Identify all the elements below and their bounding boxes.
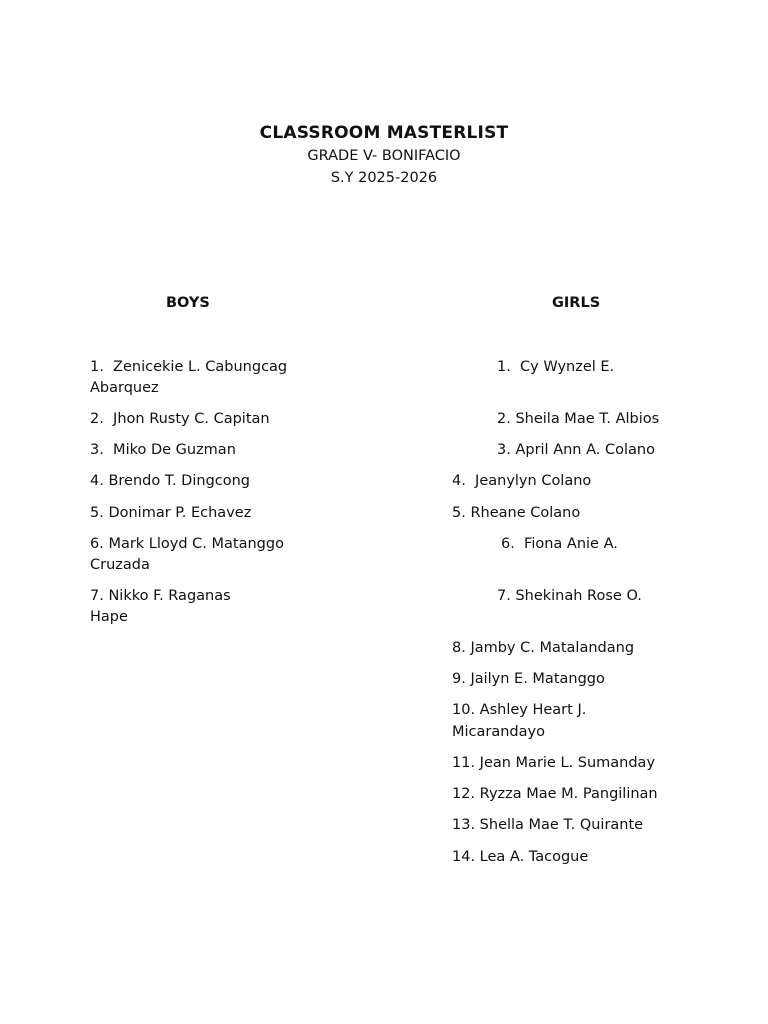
grade-section: GRADE V- BONIFACIO <box>307 148 461 164</box>
boys-entry: 4. Brendo T. Dingcong <box>90 473 251 489</box>
girls-entry: 5. Rheane Colano <box>452 505 581 521</box>
girls-heading: GIRLS <box>552 295 601 311</box>
girls-entry: 3. April Ann A. Colano <box>497 442 655 458</box>
boys-entry: 5. Donimar P. Echavez <box>90 505 252 521</box>
girls-entry: 12. Ryzza Mae M. Pangilinan <box>452 786 658 802</box>
girls-entry: 4. Jeanylyn Colano <box>452 473 592 489</box>
boys-heading: BOYS <box>166 295 210 311</box>
boys-entry: Hape <box>90 609 128 625</box>
girls-entry: 1. Cy Wynzel E. <box>497 359 615 375</box>
girls-entry: 10. Ashley Heart J. <box>452 702 587 718</box>
girls-entry: 11. Jean Marie L. Sumanday <box>452 755 656 771</box>
girls-entry: 8. Jamby C. Matalandang <box>452 640 635 656</box>
girls-entry: 2. Sheila Mae T. Albios <box>497 411 660 427</box>
girls-entry: 7. Shekinah Rose O. <box>497 588 642 604</box>
boys-entry: 3. Miko De Guzman <box>90 442 236 458</box>
boys-entry: Abarquez <box>90 380 159 396</box>
page-title: CLASSROOM MASTERLIST <box>259 123 509 143</box>
boys-entry: 7. Nikko F. Raganas <box>90 588 231 604</box>
girls-entry: 13. Shella Mae T. Quirante <box>452 817 644 833</box>
boys-entry: 2. Jhon Rusty C. Capitan <box>90 411 270 427</box>
school-year: S.Y 2025-2026 <box>330 170 438 186</box>
girls-entry: 14. Lea A. Tacogue <box>452 849 589 865</box>
girls-entry: Micarandayo <box>452 724 545 740</box>
boys-entry: 1. Zenicekie L. Cabungcag <box>90 359 288 375</box>
boys-entry: Cruzada <box>90 557 150 573</box>
girls-entry: 6. Fiona Anie A. <box>501 536 618 552</box>
boys-entry: 6. Mark Lloyd C. Matanggo <box>90 536 284 552</box>
girls-entry: 9. Jailyn E. Matanggo <box>452 671 605 687</box>
